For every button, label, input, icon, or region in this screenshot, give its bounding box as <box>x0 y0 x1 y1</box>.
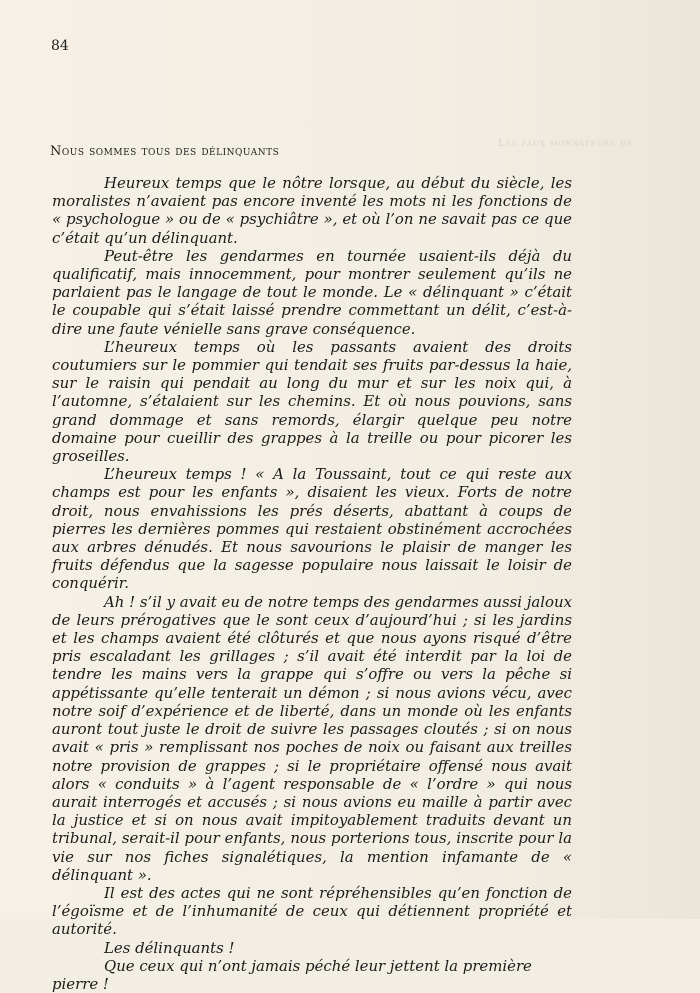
article-body <box>52 174 572 993</box>
section-title: Nous sommes tous des délinquants <box>50 144 280 159</box>
paragraph-8: Que ceux qui n’ont jamais péché leur jettent la première pierre ! <box>52 956 532 993</box>
paragraph-2: Peut-être les gendarmes en tournée usaient-ils déjà du qualificatif, mais innocemment, pour montrer seulement qu’ils ne parlaient pas le langage de tout le monde. Le « délinquant » c’était le coupable qui s’était laissé prendre commettant un délit, c’est-à-dire une faute vénielle sans grave conséquence. <box>52 246 572 338</box>
page-number: 84 <box>51 38 69 54</box>
paragraph-3: L’heureux temps où les passants avaient des droits coutumiers sur le pommier qui tendait ses fruits par-dessus la haie, sur le raisin qui pendait au long du mur et sur les noix qui, à l’automne, s’étalaient sur les chemins. Et où nous pouvions, sans grand dommage et sans remords, élargir quelque peu notre domaine pour cueillir des grappes à la treille ou pour picorer les groseilles. <box>52 337 572 466</box>
paragraph-7: Les délinquants ! <box>104 938 235 957</box>
paragraph-1: Heureux temps que le nôtre lorsque, au début du siècle, les moralistes n’avaient pas encore inventé les mots ni les fonctions de « psychologue » ou de « psychiâtre », et où l’on ne savait pas ce que c’était qu’un délinquant. <box>52 174 572 247</box>
paragraph-6: Il est des actes qui ne sont répréhensibles qu’en fonction de l’égoïsme et de l’inhumanité de ceux qui détiennent propriété et autorité. <box>52 883 572 939</box>
paragraph-4: L’heureux temps ! « A la Toussaint, tout ce qui reste aux champs est pour les enfants », disaient les vieux. Forts de notre droit, nous envahissions les prés déserts, abattant à coups de pierres les dernières pommes qui restaient obstinément accrochées aux arbres dénudés. Et nous savourions le plaisir de manger les fruits défendus que la sagesse populaire nous laissait le loisir de conquérir. <box>52 465 572 593</box>
bleed-through-text: Les faux monnayeurs de <box>498 138 633 149</box>
paragraph-5: Ah ! s’il y avait eu de notre temps des gendarmes aussi jaloux de leurs prérogatives que le sont ceux d’aujourd’hui ; si les jardins et les champs avaient été clôturés et que nous ayons risqué d’être pris escaladant les grillages ; s’il avait été interdit par la loi de tendre les mains vers la grappe qui s’offre ou vers la pêche si appétissante qu’elle tenterait un démon ; si nous avions vécu, avec notre soif d’expérience et de liberté, dans un monde où les enfants auront tout juste le droit de suivre les passages cloutés ; si on nous avait « pris » remplissant nos poches de noix ou faisant aux treilles notre provision de grappes ; si le propriétaire offensé nous avait alors « conduits » à l’agent responsable de « l’ordre » qui nous aurait interrogés et accusés ; si nous avions eu maille à partir avec la justice et si on nous avait impitoyablement traduits devant un tribunal, serait-il pour enfants, nous porterions tous, inscrite pour la vie sur nos fiches signalétiques, la mention infamante de « délinquant ». <box>52 592 572 884</box>
